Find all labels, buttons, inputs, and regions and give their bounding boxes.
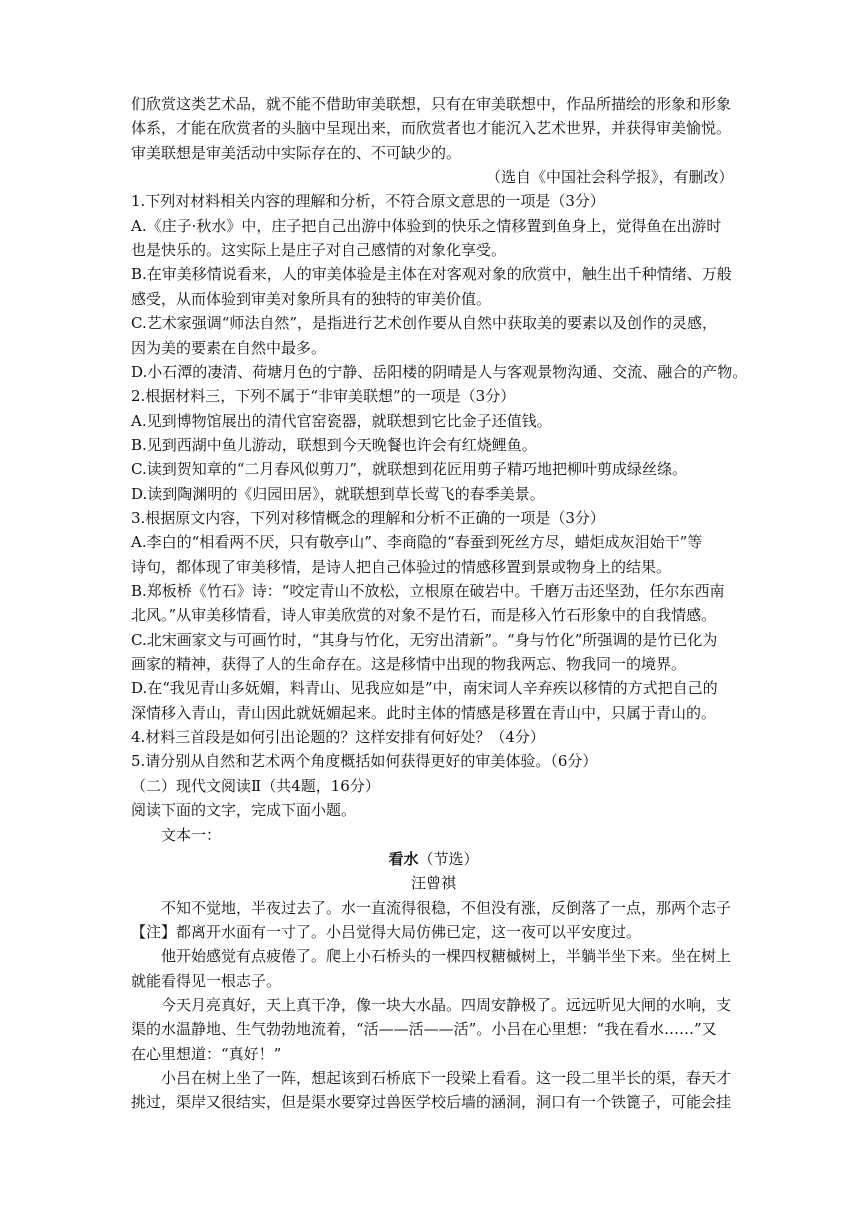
question-line: C.艺术家强调“师法自然”，是指进行艺术创作要从自然中获取美的要素以及创作的灵感， <box>131 314 718 332</box>
article-line: 挑过，渠岸又很结实，但是渠水要穿过兽医学校后墙的涵洞，洞口有一个铁篦子，可能会挂 <box>131 1093 732 1111</box>
question-line: 3.根据原文内容，下列对移情概念的理解和分析不正确的一项是（3分） <box>131 509 605 527</box>
article-title: 看水 <box>388 850 419 868</box>
question-line: 因为美的要素在自然中最多。 <box>131 339 327 357</box>
article-title-line <box>131 847 736 871</box>
article-line: 渠的水温静地、生气勃勃地流着，“活——活——活”。小吕在心里想：“我在看水……”又 <box>131 1020 717 1038</box>
article-line: 【注】都离开水面有一寸了。小吕觉得大局仿佛已定，这一夜可以平安度过。 <box>131 923 642 941</box>
question-line: 也是快乐的。这实际上是庄子对自己感情的对象化享受。 <box>131 241 507 259</box>
text-label: 文本一： <box>161 826 222 844</box>
material-line: 体系，才能在欣赏者的头脑中呈现出来，而欣赏者也才能沉入艺术世界，并获得审美愉悦。 <box>131 119 732 137</box>
question-line: 1.下列对材料相关内容的理解和分析，不符合原文意思的一项是（3分） <box>131 192 605 210</box>
question-line: 4.材料三首段是如何引出论题的？这样安排有何好处？（4分） <box>131 728 545 746</box>
question-line: 5.请分别从自然和艺术两个角度概括如何获得更好的审美体验。（6分） <box>131 752 598 770</box>
material-line: 们欣赏这类艺术品，就不能不借助审美联想，只有在审美联想中，作品所描绘的形象和形象 <box>131 95 732 113</box>
article-line: 不知不觉地，半夜过去了。水一直流得很稳，不但没有涨，反倒落了一点，那两个志子 <box>161 899 732 917</box>
question-line: B.见到西湖中鱼儿游动，联想到今天晚餐也许会有红烧鲤鱼。 <box>131 436 537 454</box>
question-line: 2.根据材料三，下列不属于“非审美联想”的一项是（3分） <box>131 387 516 405</box>
question-line: 北风。”从审美移情看，诗人审美欣赏的对象不是竹石，而是移入竹石形象中的自我情感。 <box>131 606 717 624</box>
source-note: （选自《中国社会科学报》，有删改） <box>486 168 734 186</box>
section-heading: （二）现代文阅读Ⅱ（共4题，16分） <box>131 777 380 795</box>
article-line: 小吕在树上坐了一阵，想起该到石桥底下一段梁上看看。这一段二里半长的渠，春天才 <box>161 1069 732 1087</box>
article-line: 今天月亮真好，天上真干净，像一块大水晶。四周安静极了。远远听见大闸的水响，支 <box>161 996 732 1014</box>
article-line: 就能看得见一根志子。 <box>131 972 282 990</box>
question-line: 感受，从而体验到审美对象所具有的独特的审美价值。 <box>131 290 492 308</box>
question-line: 诗句，都体现了审美移情，是诗人把自己体验过的情感移置到景或物身上的结果。 <box>131 558 672 576</box>
question-line: C.读到贺知章的“二月春风似剪刀”，就联想到花匠用剪子精巧地把柳叶剪成绿丝绦。 <box>131 460 688 478</box>
question-line: A.见到博物馆展出的清代官窑瓷器，就联想到它比金子还值钱。 <box>131 412 552 430</box>
question-line: A.李白的“相看两不厌，只有敬亭山”、李商隐的“春蚕到死丝方尽，蜡炬成灰泪始干”等 <box>131 533 703 551</box>
question-line: 深情移入青山，青山因此就妩媚起来。此时主体的情感是移置在青山中，只属于青山的。 <box>131 704 717 722</box>
question-line: D.小石潭的凄清、荷塘月色的宁静、岳阳楼的阴晴是人与客观景物沟通、交流、融合的产物。 <box>131 363 748 381</box>
article-author: 汪曾祺 <box>410 874 456 892</box>
question-line: B.在审美移情说看来，人的审美体验是主体在对客观对象的欣赏中，触生出千种情绪、万般 <box>131 265 732 283</box>
article-line: 他开始感觉有点疲倦了。爬上小石桥头的一棵四杈糖槭树上，半躺半坐下来。坐在树上 <box>161 947 732 965</box>
question-line: 画家的精神，获得了人的生命存在。这是移情中出现的物我两忘、物我同一的境界。 <box>131 655 687 673</box>
article-line: 在心里想道：“真好！” <box>131 1045 282 1063</box>
question-line: C.北宋画家文与可画竹时，“其身与竹化，无穷出清新”。“身与竹化”所强调的是竹已化为 <box>131 631 718 649</box>
question-line: A.《庄子·秋水》中，庄子把自己出游中体验到的快乐之情移置到鱼身上，觉得鱼在出游时 <box>131 217 722 235</box>
instruction-line: 阅读下面的文字，完成下面小题。 <box>131 801 357 819</box>
question-line: D.读到陶渊明的《归园田居》，就联想到草长莺飞的春季美景。 <box>131 485 545 503</box>
question-line: D.在“我见青山多妩媚，料青山、见我应如是”中，南宋词人辛弃疾以移情的方式把自己的 <box>131 679 718 697</box>
question-line: B.郑板桥《竹石》诗：“咬定青山不放松，立根原在破岩中。千磨万击还坚劲，任尔东西南 <box>131 582 725 600</box>
material-line: 审美联想是审美活动中实际存在的、不可缺少的。 <box>131 144 462 162</box>
article-title-note: （节选） <box>418 850 479 868</box>
